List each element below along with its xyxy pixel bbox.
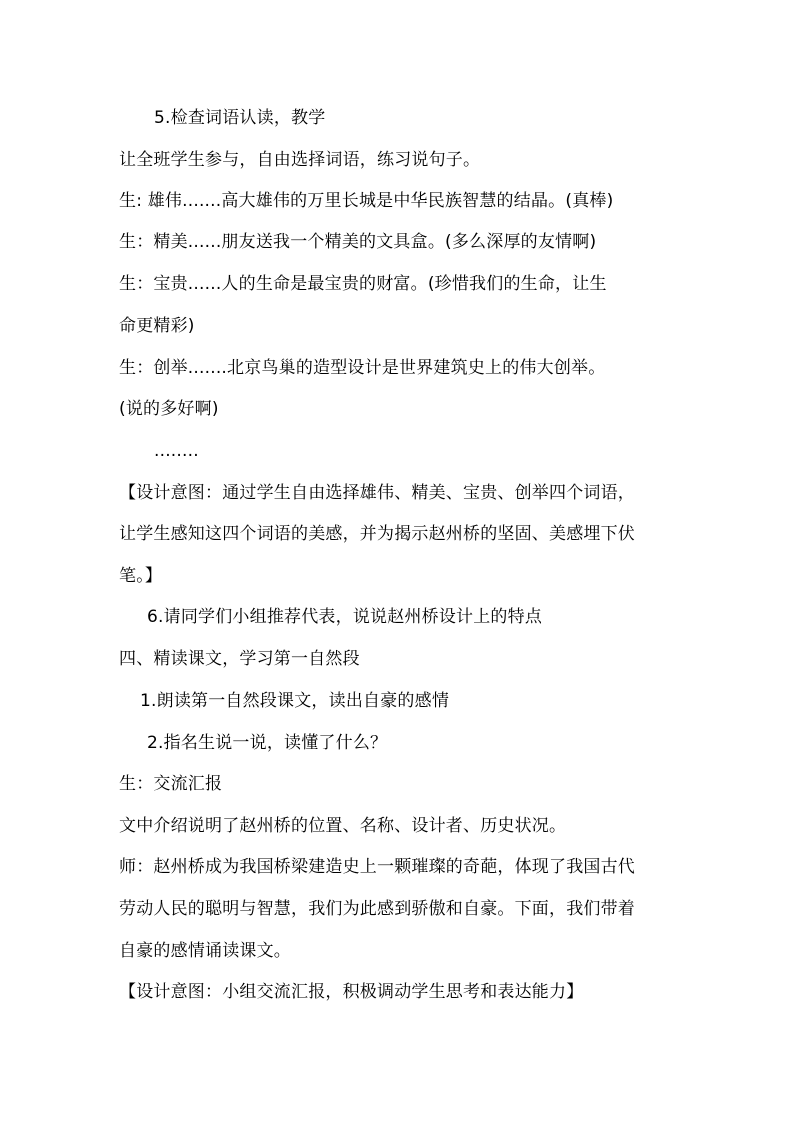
student-line-chuangju-cont: (说的多好啊) [119,399,219,419]
student-report-line: 生：交流汇报 [119,774,223,794]
student-line-jingmei: 生：精美......朋友送我一个精美的文具盒。(多么深厚的友情啊) [119,232,597,252]
step-2-heading: 2.指名生说一说，读懂了什么？ [147,733,388,753]
student-line-xiongwei: 生: 雄伟.......高大雄伟的万里长城是中华民族智慧的结晶。(真棒) [119,191,614,211]
step-1-heading: 1.朗读第一自然段课文，读出自豪的感情 [140,691,450,711]
teacher-line-cont: 劳动人民的聪明与智慧，我们为此感到骄傲和自豪。下面，我们带着 [119,899,635,919]
teacher-line-end: 自豪的感情诵读课文。 [119,941,291,961]
design-intent-1: 【设计意图：通过学生自由选择雄伟、精美、宝贵、创举四个词语， [119,483,635,503]
student-line-baogui-cont: 命更精彩) [119,316,195,336]
design-intent-1-end: 笔。】 [119,566,163,586]
paragraph-line: 文中介绍说明了赵州桥的位置、名称、设计者、历史状况。 [119,816,567,836]
design-intent-1-cont: 让学生感知这四个词语的美感，并为揭示赵州桥的坚固、美感埋下伏 [119,524,635,544]
design-intent-2: 【设计意图：小组交流汇报，积极调动学生思考和表达能力】 [119,982,584,1002]
student-line-baogui: 生：宝贵......人的生命是最宝贵的财富。(珍惜我们的生命，让生 [119,274,607,294]
section-4-heading: 四、精读课文，学习第一自然段 [119,649,360,669]
step-5-heading: 5.检查词语认读，教学 [154,108,326,128]
student-line-chuangju: 生：创举.......北京鸟巢的造型设计是世界建筑史上的伟大创举。 [119,358,606,378]
step-6-heading: 6.请同学们小组推荐代表，说说赵州桥设计上的特点 [147,607,543,627]
paragraph-line: 让全班学生参与，自由选择词语，练习说句子。 [119,150,481,170]
teacher-line: 师：赵州桥成为我国桥梁建造史上一颗璀璨的奇葩，体现了我国古代 [119,857,635,877]
ellipsis-line: ........ [154,441,199,461]
